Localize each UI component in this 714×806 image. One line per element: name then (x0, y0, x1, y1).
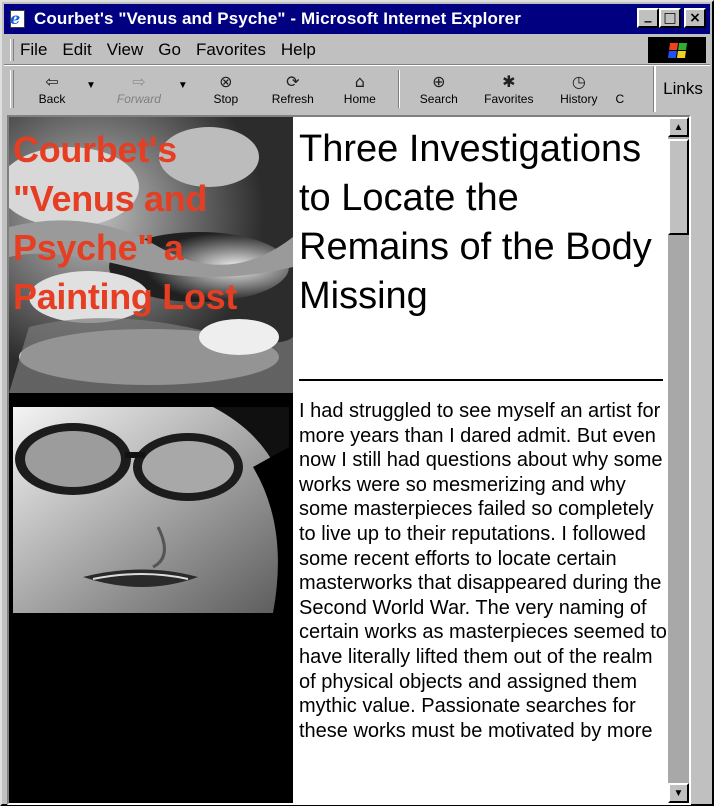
links-label: Links (663, 79, 703, 98)
toolbar-separator (398, 70, 400, 108)
stop-button[interactable] (194, 67, 258, 111)
back-dropdown-icon[interactable]: ▼ (86, 79, 96, 91)
history-label: History (560, 92, 598, 106)
favorites-button[interactable] (472, 67, 546, 111)
links-button[interactable] (654, 66, 710, 112)
toolbar-grip (10, 70, 14, 108)
maximize-button[interactable] (659, 8, 681, 28)
favorites-icon: ✱ (502, 72, 516, 91)
ie-page-icon: e (8, 9, 28, 29)
minimize-button[interactable] (637, 8, 659, 28)
menu-go[interactable]: Go (158, 40, 181, 59)
page-title: Three Investigations to Locate the Remains of the Body Missing (299, 128, 652, 317)
favorites-label: Favorites (484, 92, 534, 106)
menu-grip (10, 39, 14, 61)
scroll-up-icon: ▲ (673, 121, 684, 133)
refresh-icon: ⟳ (286, 72, 300, 91)
portrait-image (13, 407, 289, 613)
refresh-label: Refresh (271, 92, 314, 106)
home-icon: ⌂ (354, 72, 365, 91)
channels-button[interactable] (612, 67, 628, 111)
stop-icon: ⊗ (219, 72, 233, 91)
menu-edit[interactable]: Edit (62, 40, 92, 59)
windows-logo-icon (648, 37, 706, 63)
back-button[interactable] (20, 67, 84, 111)
channels-label: C (615, 92, 625, 106)
right-column (293, 117, 668, 805)
home-button[interactable] (328, 67, 392, 111)
close-button[interactable] (684, 8, 706, 28)
history-button[interactable] (546, 67, 612, 111)
page-viewport (7, 115, 691, 805)
vertical-scrollbar[interactable] (668, 117, 689, 803)
article-body: I had struggled to see myself an artist for more years than I dared admit. But even now I still had questions about why some works were so mesmerizing and why some masterpieces failed so completely to live up to their reputations. I followed some recent efforts to locate certain masterworks that disappeared during the Second World War. The very naming of certain works as masterpieces seemed to have literally lifted them out of the realm of physical objects and assigned them mythic value. Passionate searches for these works must be motivated by more (299, 400, 667, 742)
menu-favorites[interactable]: Favorites (195, 40, 266, 59)
search-label: Search (419, 92, 458, 106)
search-button[interactable] (406, 67, 472, 111)
forward-label: Forward (116, 92, 161, 106)
back-arrow-icon: ⇦ (45, 72, 59, 91)
toolbar (4, 66, 710, 112)
search-icon: ⊕ (432, 72, 446, 91)
scroll-down-icon: ▼ (673, 787, 684, 799)
menu-view[interactable]: View (106, 40, 144, 59)
close-icon: × (689, 10, 701, 26)
forward-arrow-icon: ⇨ (132, 72, 146, 91)
home-label: Home (343, 92, 376, 106)
forward-dropdown-icon[interactable]: ▼ (177, 79, 188, 91)
scroll-down-button[interactable] (668, 783, 689, 803)
scroll-up-button[interactable] (668, 117, 689, 137)
menu-file[interactable]: File (20, 40, 48, 59)
stop-label: Stop (213, 92, 239, 106)
history-icon: ◷ (571, 72, 586, 91)
title-bar[interactable] (4, 4, 710, 34)
minimize-icon: _ (644, 7, 652, 23)
back-label: Back (38, 92, 66, 106)
window-title: Courbet's "Venus and Psyche" - Microsoft Internet Explorer (34, 9, 521, 28)
menu-bar (4, 36, 710, 64)
forward-button[interactable] (102, 67, 176, 111)
maximize-icon: □ (663, 10, 677, 26)
menu-help[interactable]: Help (280, 40, 316, 59)
left-column (9, 117, 293, 805)
scroll-thumb[interactable] (668, 139, 689, 235)
horizontal-rule (299, 379, 663, 381)
page-headline: Courbet's "Venus and Psyche" a Painting Lost (13, 129, 238, 317)
refresh-button[interactable] (258, 67, 328, 111)
